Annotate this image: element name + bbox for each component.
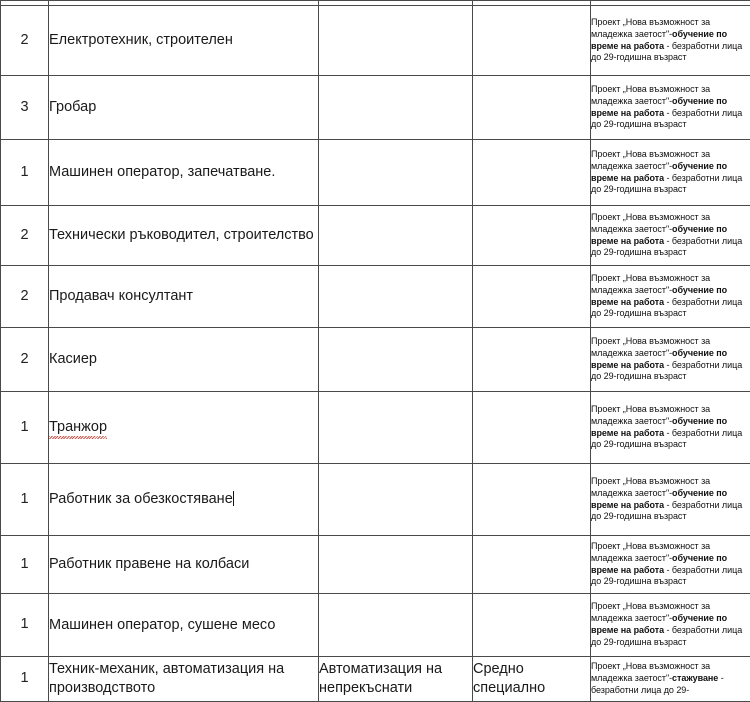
cell-project-programme[interactable] — [591, 76, 750, 140]
misspelled-word[interactable]: Транжор — [49, 418, 107, 437]
project-suffix: - безработни лица до 29-годишна възраст — [591, 428, 742, 450]
job-position-text: Работник за обезкостяване — [49, 491, 233, 507]
job-position-text: Машинен оператор, сушене месо — [49, 617, 275, 633]
cell-education[interactable] — [473, 266, 591, 328]
cell-education[interactable] — [473, 594, 591, 657]
project-prefix: Проект „Нова възможност за младежка заетост"- — [591, 212, 710, 234]
cell-job-position[interactable] — [49, 536, 319, 594]
cell-specialty[interactable] — [319, 594, 473, 657]
project-prefix: Проект „Нова възможност за младежка заетост"- — [591, 541, 710, 563]
cell-job-position[interactable] — [49, 206, 319, 266]
job-position-text: Гробар — [49, 99, 96, 115]
project-suffix: - безработни лица до 29-годишна възраст — [591, 565, 742, 587]
cell-position-count[interactable]: 1 — [1, 657, 49, 702]
cell-job-position[interactable] — [49, 140, 319, 206]
cell-specialty[interactable] — [319, 76, 473, 140]
cell-education[interactable] — [473, 328, 591, 392]
table-row[interactable] — [1, 594, 750, 657]
project-suffix: - безработни лица до 29- — [591, 673, 724, 695]
cell-job-position[interactable] — [49, 392, 319, 464]
project-measure: обучение по време на работа — [591, 29, 727, 51]
project-suffix: - безработни лица до 29-годишна възраст — [591, 236, 742, 258]
cell-position-count[interactable]: 2 — [1, 266, 49, 328]
cell-education[interactable] — [473, 464, 591, 536]
cell-position-count[interactable]: 1 — [1, 140, 49, 206]
project-suffix: - безработни лица до 29-годишна възраст — [591, 360, 742, 382]
table-row[interactable] — [1, 464, 750, 536]
project-measure: обучение по време на работа — [591, 488, 727, 510]
table-row[interactable] — [1, 392, 750, 464]
cell-specialty[interactable] — [319, 140, 473, 206]
cell-education[interactable]: Средно специално — [473, 657, 591, 702]
text-cursor — [233, 491, 234, 506]
project-measure: обучение по време на работа — [591, 285, 727, 307]
table-row[interactable] — [1, 657, 750, 702]
job-position-text: Електротехник, строителен — [49, 32, 233, 48]
cell-project-programme[interactable] — [591, 206, 750, 266]
cell-education[interactable] — [473, 140, 591, 206]
cell-education[interactable] — [473, 76, 591, 140]
project-suffix: - безработни лица до 29-годишна възраст — [591, 108, 742, 130]
project-suffix: - безработни лица до 29-годишна възраст — [591, 173, 742, 195]
cell-specialty[interactable] — [319, 6, 473, 76]
project-prefix: Проект „Нова възможност за младежка заетост"- — [591, 476, 710, 498]
project-measure: обучение по време на работа — [591, 348, 727, 370]
project-measure: обучение по време на работа — [591, 96, 727, 118]
cell-specialty[interactable] — [319, 328, 473, 392]
cell-project-programme[interactable] — [591, 536, 750, 594]
project-prefix: Проект „Нова възможност за младежка заетост"- — [591, 404, 710, 426]
cell-position-count[interactable]: 1 — [1, 594, 49, 657]
cell-job-position[interactable] — [49, 328, 319, 392]
cell-project-programme[interactable] — [591, 328, 750, 392]
cell-project-programme[interactable] — [591, 392, 750, 464]
table-row[interactable] — [1, 328, 750, 392]
cell-position-count[interactable]: 1 — [1, 464, 49, 536]
cell-position-count[interactable]: 3 — [1, 76, 49, 140]
job-position-text: Технически ръководител, строителство — [49, 227, 314, 243]
project-measure: обучение по време на работа — [591, 161, 727, 183]
job-position-text: Продавач консултант — [49, 288, 193, 304]
cell-position-count[interactable]: 2 — [1, 6, 49, 76]
project-prefix: Проект „Нова възможност за младежка заетост"- — [591, 661, 710, 683]
project-suffix: - безработни лица до 29-годишна възраст — [591, 41, 742, 63]
cell-project-programme[interactable] — [591, 594, 750, 657]
cell-project-programme[interactable] — [591, 140, 750, 206]
cell-project-programme[interactable] — [591, 464, 750, 536]
table-row[interactable] — [1, 140, 750, 206]
table-row[interactable] — [1, 6, 750, 76]
cell-job-position[interactable] — [49, 76, 319, 140]
cell-education[interactable] — [473, 392, 591, 464]
cell-job-position[interactable] — [49, 6, 319, 76]
cell-project-programme[interactable] — [591, 6, 750, 76]
project-suffix: - безработни лица до 29-годишна възраст — [591, 297, 742, 319]
project-measure: стажуване — [672, 673, 718, 683]
project-suffix: - безработни лица до 29-годишна възраст — [591, 625, 742, 647]
cell-education[interactable] — [473, 6, 591, 76]
table-body — [1, 1, 750, 702]
project-prefix: Проект „Нова възможност за младежка заетост"- — [591, 336, 710, 358]
cell-education[interactable] — [473, 206, 591, 266]
cell-position-count[interactable]: 1 — [1, 536, 49, 594]
cell-project-programme[interactable] — [591, 266, 750, 328]
cell-specialty[interactable] — [319, 206, 473, 266]
project-prefix: Проект „Нова възможност за младежка заетост"- — [591, 273, 710, 295]
project-measure: обучение по време на работа — [591, 553, 727, 575]
project-measure: обучение по време на работа — [591, 224, 727, 246]
job-position-text: Касиер — [49, 351, 97, 367]
project-prefix: Проект „Нова възможност за младежка заетост"- — [591, 17, 710, 39]
cell-specialty[interactable]: Автоматизация на непрекъснати — [319, 657, 473, 702]
project-measure: обучение по време на работа — [591, 613, 727, 635]
cell-position-count[interactable]: 1 — [1, 392, 49, 464]
cell-project-programme[interactable] — [591, 657, 750, 702]
cell-job-position[interactable] — [49, 464, 319, 536]
cell-specialty[interactable] — [319, 536, 473, 594]
cell-specialty[interactable] — [319, 266, 473, 328]
table-row[interactable] — [1, 536, 750, 594]
project-prefix: Проект „Нова възможност за младежка заетост"- — [591, 84, 710, 106]
cell-job-position[interactable] — [49, 266, 319, 328]
project-prefix: Проект „Нова възможност за младежка заетост"- — [591, 601, 710, 623]
project-prefix: Проект „Нова възможност за младежка заетост"- — [591, 149, 710, 171]
project-suffix: - безработни лица до 29-годишна възраст — [591, 500, 742, 522]
cell-position-count[interactable]: 2 — [1, 328, 49, 392]
cell-job-position[interactable] — [49, 594, 319, 657]
project-measure: обучение по време на работа — [591, 416, 727, 438]
cell-specialty[interactable] — [319, 464, 473, 536]
table-row[interactable] — [1, 266, 750, 328]
table-row[interactable] — [1, 76, 750, 140]
job-position-text: Машинен оператор, запечатване. — [49, 164, 275, 180]
cell-education[interactable] — [473, 536, 591, 594]
cell-job-position[interactable] — [49, 657, 319, 702]
job-position-text: Работник правене на колбаси — [49, 556, 249, 572]
cell-position-count[interactable]: 2 — [1, 206, 49, 266]
table-row[interactable] — [1, 206, 750, 266]
cell-specialty[interactable] — [319, 392, 473, 464]
job-position-text: Техник-механик, автоматизация на производството — [49, 661, 284, 696]
